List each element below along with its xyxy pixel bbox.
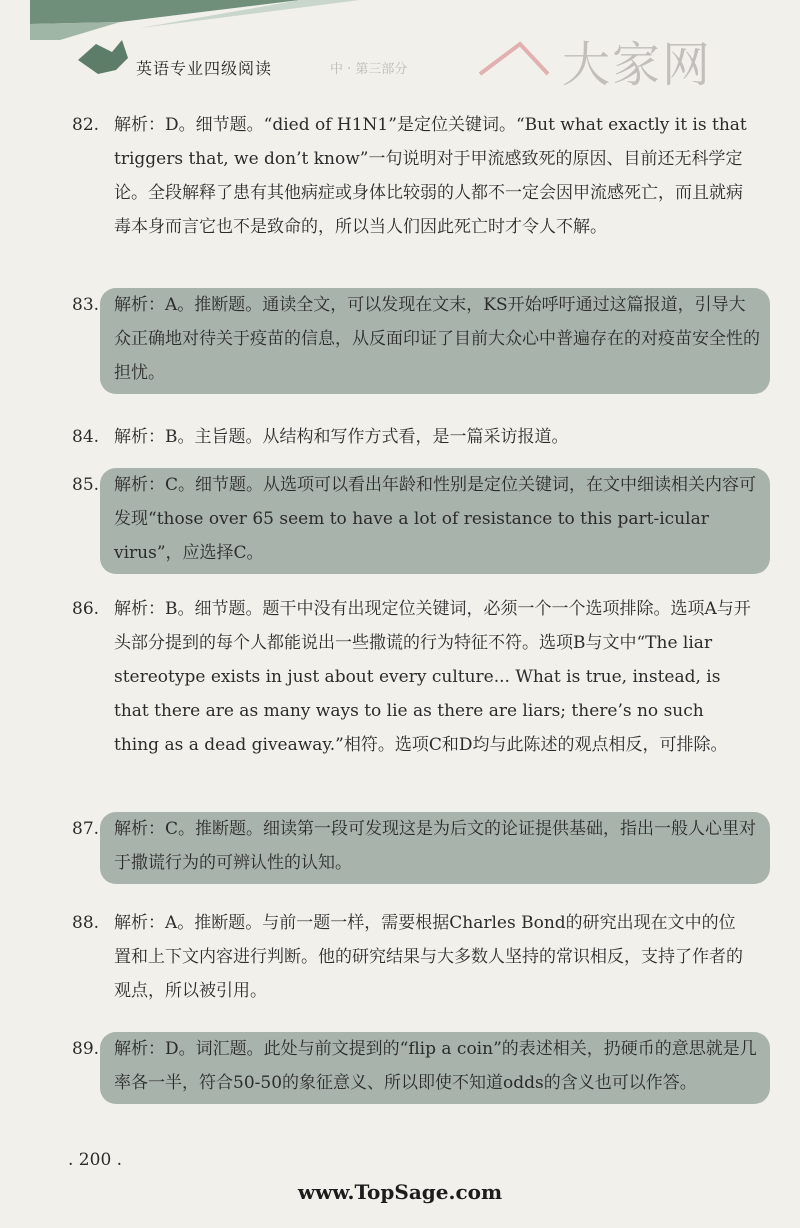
entry-text: 解析：B。主旨题。从结构和写作方式看，是一篇采访报道。 [114,427,569,447]
book-title: 英语专业四级阅读 [136,59,273,78]
entry-text: 解析：D。细节题。“died of H1N1”是定位关键词。“But what exactly it is that triggers that, we don’t know”一句说明对于甲流感致死的原因、目前还无科学定论。全段解释了患有其他病症或身体比较弱的人都不一定会因甲流感死亡，而且就病毒本身而言它也不是致命的，所以当人们因此死亡时才令人不解。 [114,115,747,237]
answer-entry-84 [66,420,752,454]
entry-text: 解析：B。细节题。题干中没有出现定位关键词，必须一个一个选项排除。选项A与开头部分提到的每个人都能说出一些撒谎的行为特征不符。选项B与文中“The liar stereotype exists in just about every culture... What is true, instead, is that there are as many ways to lie as there are liars; there’s no such thing as a dead giveaway.”相符。选项C和D均与此陈述的观点相反，可排除。 [114,599,751,755]
entry-number: 87. [72,819,100,839]
entry-number: 85. [72,475,100,495]
leaf-emblem-icon [78,40,128,74]
header-faint-text: 中 · 第三部分 [330,62,408,77]
entry-number: 84. [72,427,100,447]
entry-text: 解析：A。推断题。与前一题一样，需要根据Charles Bond的研究出现在文中的位置和上下文内容进行判断。他的研究结果与大多数人坚持的常识相反，支持了作者的观点，所以被引用。 [114,913,743,1001]
entry-text: 解析：C。推断题。细读第一段可发现这是为后文的论证提供基础，指出一般人心里对于撒谎行为的可辨认性的认知。 [114,819,757,873]
entry-number: 82. [72,115,100,135]
watermark-logo: 大家网 [562,37,713,93]
entry-number: 89. [72,1039,100,1059]
answer-entry-85 [72,468,770,574]
answer-entry-87 [72,812,770,884]
answer-entry-83 [72,288,770,394]
answer-entry-82 [66,108,752,244]
entry-text: 解析：C。细节题。从选项可以看出年龄和性别是定位关键词，在文中细读相关内容可发现“those over 65 seem to have a lot of resistance to this part-icular virus”，应选择C。 [114,475,757,563]
entry-number: 86. [72,599,100,619]
answer-entry-86 [66,592,752,762]
entry-text: 解析：A。推断题。通读全文，可以发现在文末，KS开始呼吁通过这篇报道，引导大众正确地对待关于疫苗的信息，从反面印证了目前大众心中普遍存在的对疫苗安全性的担忧。 [114,295,760,383]
answer-entry-89 [72,1032,770,1104]
footer-url: www.TopSage.com [297,1180,503,1204]
entry-text: 解析：D。词汇题。此处与前文提到的“flip a coin”的表述相关，扔硬币的意思就是几率各一半，符合50-50的象征意义、所以即使不知道odds的含义也可以作答。 [114,1039,757,1093]
entry-number: 83. [72,295,100,315]
page-number: . 200 . [68,1150,123,1170]
entry-number: 88. [72,913,100,933]
answer-entry-88 [66,906,752,1008]
